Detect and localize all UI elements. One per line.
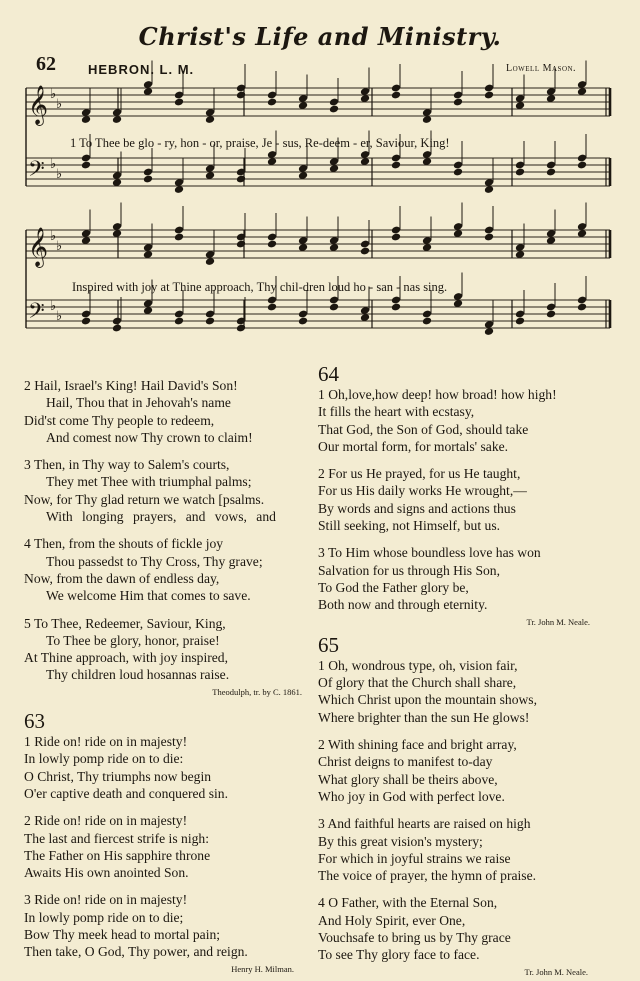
svg-text:♭: ♭	[56, 97, 63, 112]
svg-text:♭: ♭	[50, 229, 57, 244]
hymn62-stanza-2: 2 Hail, Israel's King! Hail David's Son! Hail, Thou that in Jehovah's name Did'st come Thy people to redeem, And comest now Thy crown to claim!	[24, 378, 253, 445]
svg-text:♭: ♭	[50, 299, 57, 314]
right-column	[318, 362, 618, 981]
hymn64-attribution: Tr. John M. Neale.	[526, 616, 590, 627]
svg-text:♭: ♭	[56, 167, 63, 182]
hymn64-stanza-3: 3 To Him whose boundless love has won Salvation for us through His Son, To God the Father glory be, Both now and through eternity.	[318, 545, 541, 613]
lyric-line-1: 1 To Thee be glo - ry, hon - or, praise, Je - sus, Re-deem - er, Saviour, King!	[70, 136, 450, 150]
hymn62-attribution: Theodulph, tr. by C. 1861.	[212, 686, 302, 697]
hymn62-stanza-3: 3 Then, in Thy way to Salem's courts, They met Thee with triumphal palms; Now, for Thy glad return we watch [psalms. With longing prayers, and vows, and	[24, 457, 276, 525]
page-title: Christ's Life and Ministry.	[138, 22, 502, 51]
hymn-number-63: 63	[24, 709, 45, 734]
hymn-number-65: 65	[318, 632, 339, 657]
hymn65-stanza-2: 2 With shining face and bright array, Christ deigns to manifest to-day What glory shall be theirs above, Who joy in God with perfect love.	[318, 737, 517, 804]
lyric-line-2: Inspired with joy at Thine approach, Thy chil-dren loud ho - san - nas sing.	[72, 280, 448, 294]
svg-text:𝄢: 𝄢	[28, 157, 45, 187]
svg-text:𝄢: 𝄢	[28, 299, 45, 329]
hymn65-stanza-3: 3 And faithful hearts are raised on high By this great vision's mystery; For which in joyful strains we raise The voice of prayer, the hymn of praise.	[318, 816, 537, 884]
svg-text:𝄞: 𝄞	[28, 85, 49, 125]
hymn65-attribution: Tr. John M. Neale.	[524, 966, 588, 977]
hymn63-stanza-2: 2 Ride on! ride on in majesty! The last and fiercest strife is nigh: The Father on His sapphire throne Awaits His own anointed Son.	[24, 813, 211, 881]
hymn65-stanza-4: 4 O Father, with the Eternal Son, And Holy Spirit, ever One, Vouchsafe to bring us by Thy grace To see Thy glory face to face.	[318, 895, 511, 963]
svg-text:♭: ♭	[50, 157, 57, 172]
hymn-number-62: 62	[36, 53, 56, 75]
svg-text:♭: ♭	[56, 239, 63, 254]
hymn63-stanza-3: 3 Ride on! ride on in majesty! In lowly pomp ride on to die; Bow Thy meek head to mortal pain; Then take, O God, Thy power, and reign.	[24, 892, 248, 960]
left-column	[24, 377, 314, 978]
tune-name: HEBRON. L. M.	[88, 62, 195, 77]
hymn-number-64: 64	[318, 362, 339, 386]
hymn62-stanza-4: 4 Then, from the shouts of fickle joy Thou passedst to Thy Cross, Thy grave; Now, from the dawn of endless day, We welcome Him that comes to save.	[24, 536, 263, 604]
svg-text:𝄞: 𝄞	[28, 227, 49, 267]
hymn62-stanza-5: 5 To Thee, Redeemer, Saviour, King, To Thee be glory, honor, praise! At Thine approach, with joy inspired, Thy children loud hosannas raise.	[24, 615, 230, 683]
hymn64-stanza-2: 2 For us He prayed, for us He taught, For us His daily works He wrought,— By words and signs and actions thus Still seeking, not Himself, but us.	[318, 466, 527, 534]
svg-text:♭: ♭	[50, 87, 57, 102]
svg-text:♭: ♭	[56, 309, 63, 324]
hymn63-stanza-1: 1 Ride on! ride on in majesty! In lowly pomp ride on to die: O Christ, Thy triumphs now begin O'er captive death and conquered sin.	[24, 734, 229, 801]
hymn65-stanza-1: 1 Oh, wondrous type, oh, vision fair, Of glory that the Church shall share, Which Christ upon the mountain shows, Where brighter than the sun He glows!	[318, 657, 537, 725]
hymn63-attribution: Henry H. Milman.	[231, 963, 294, 974]
composer: Lowell Mason.	[506, 63, 577, 74]
hymn64-stanza-1: 1 Oh,love,how deep! how broad! how high! It fills the heart with ecstasy, That God, the Son of God, should take Our mortal form, for mortals' sake.	[318, 387, 557, 454]
